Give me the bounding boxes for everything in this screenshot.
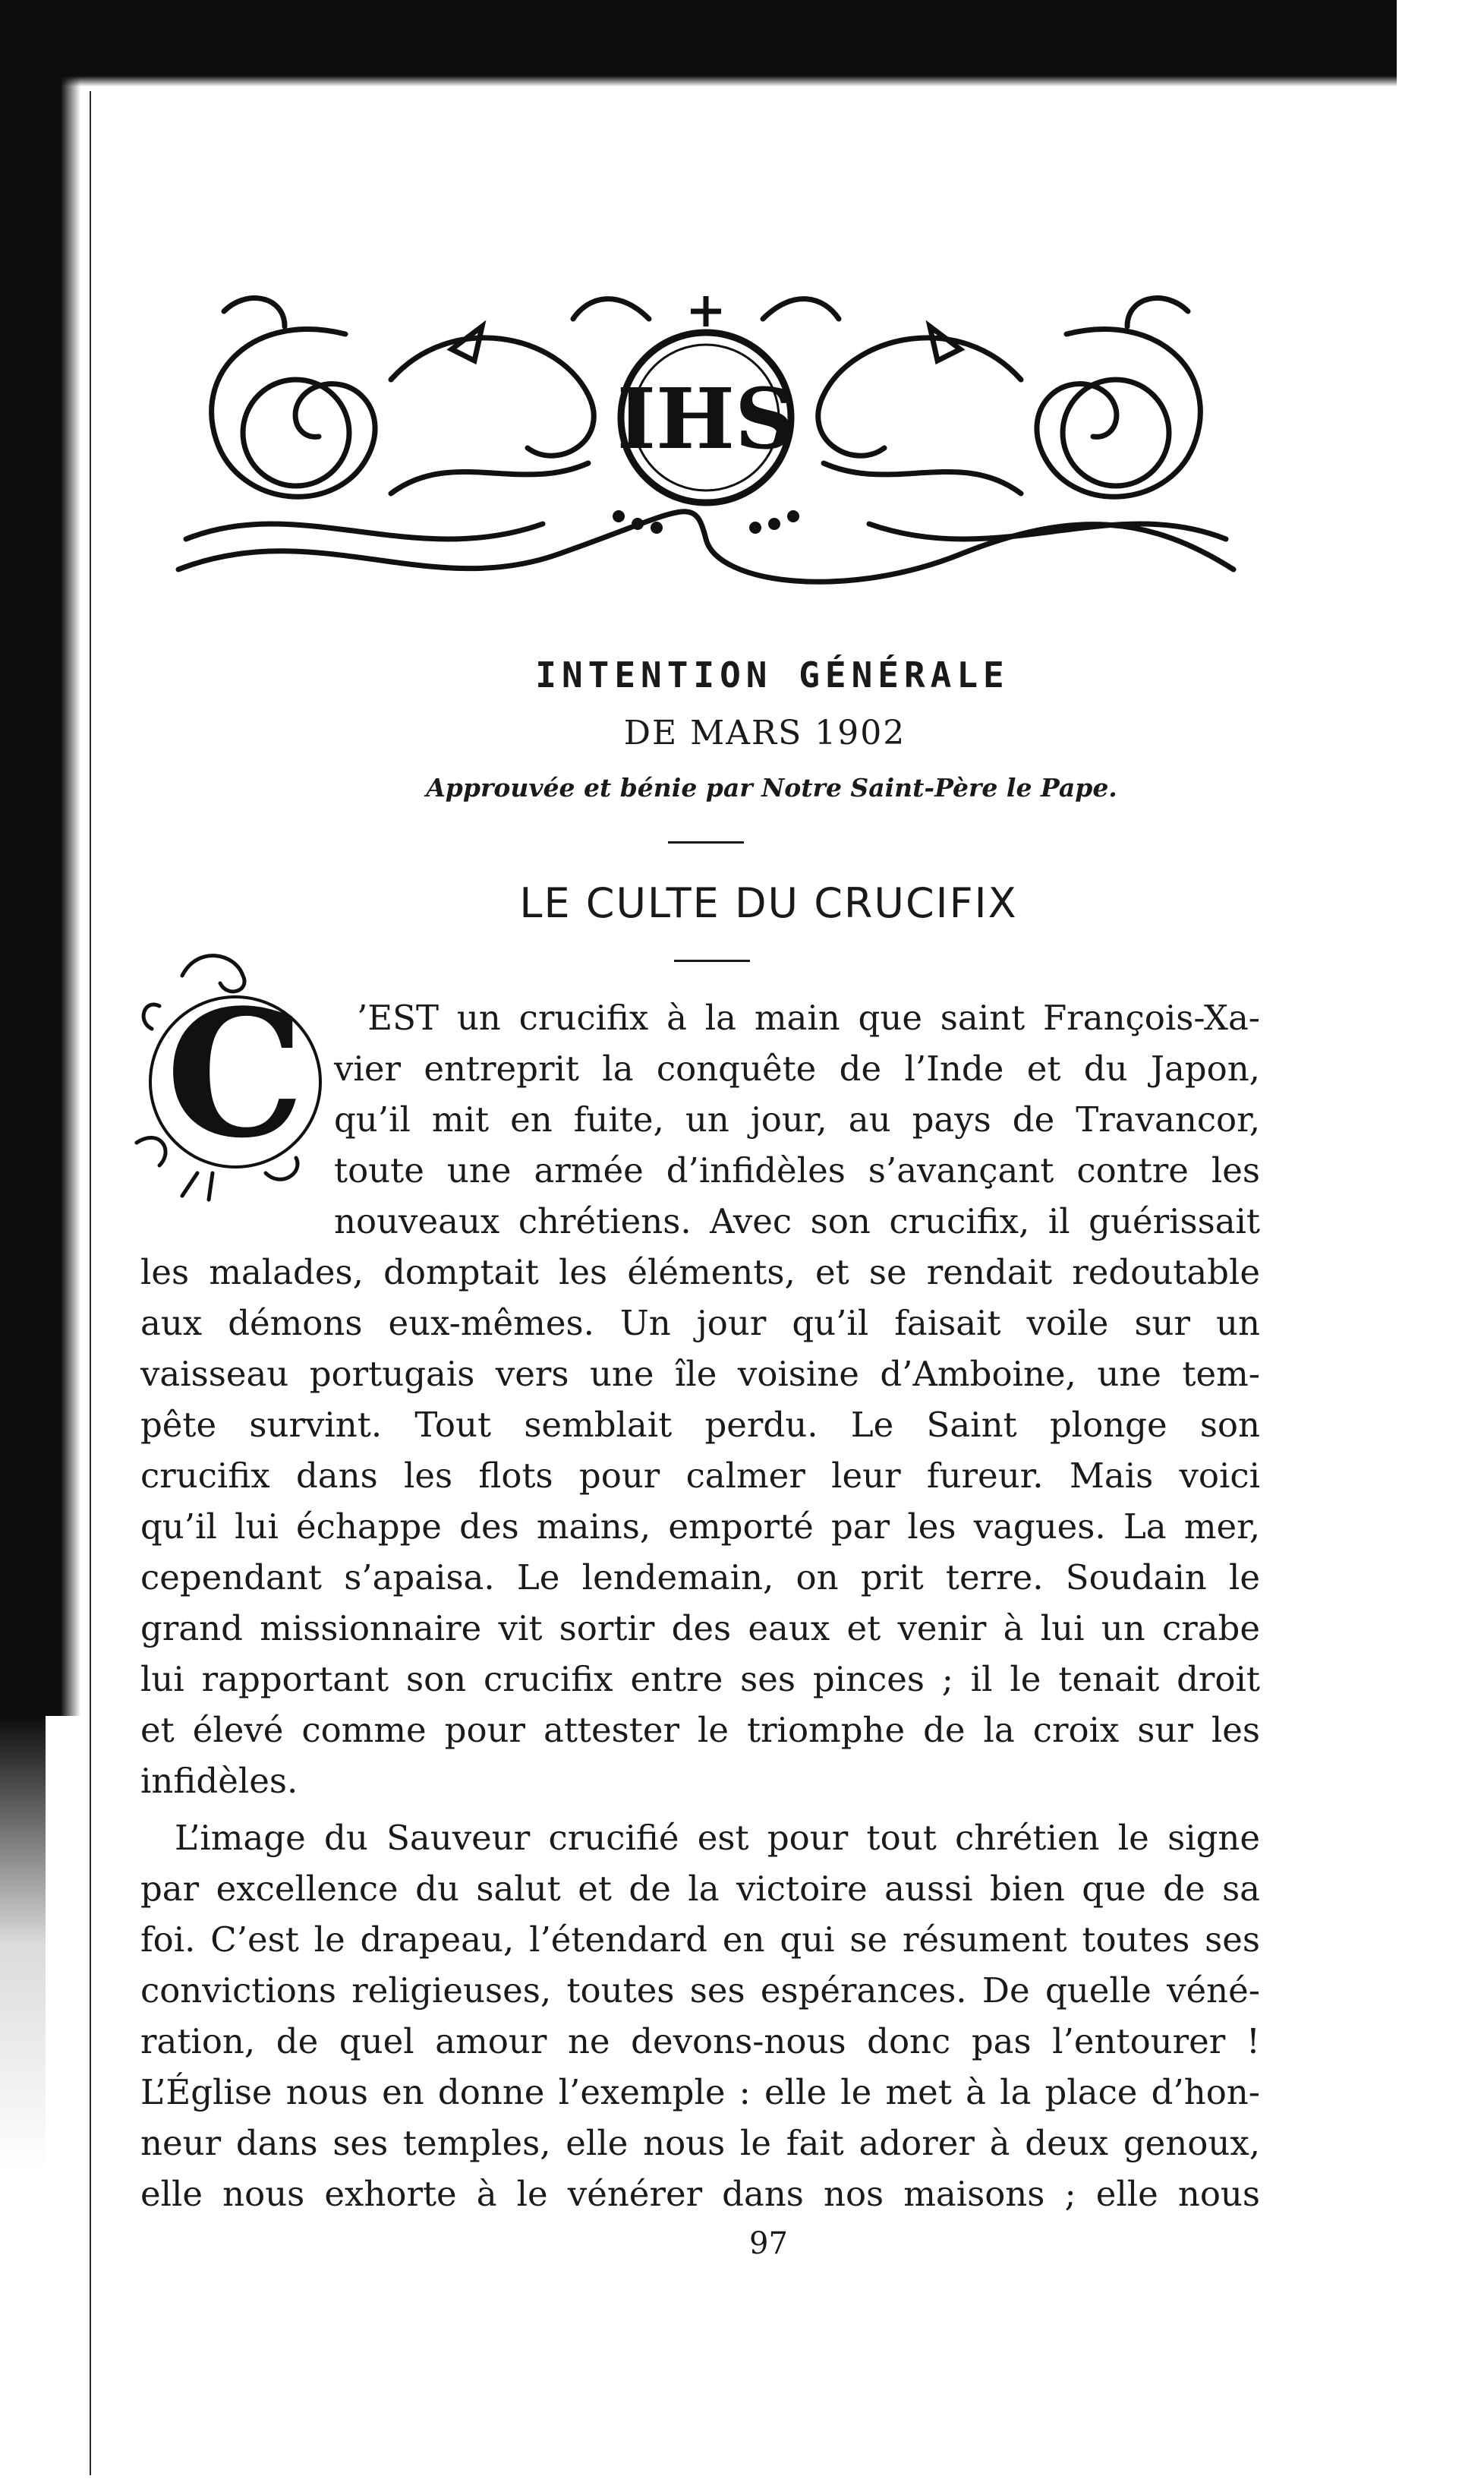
body-line: qu’il mit en fuite, un jour, au pays de Travancor, [334, 1099, 1260, 1140]
body-line: foi. C’est le drapeau, l’étendard en qui se résument toutes ses [140, 1919, 1260, 1960]
body-line: convictions religieuses, toutes ses espérances. De quelle véné- [140, 1970, 1260, 2011]
body-line: nouveaux chrétiens. Avec son crucifix, il guérissait [334, 1201, 1260, 1241]
body-line: toute une armée d’infidèles s’avançant contre les [334, 1150, 1260, 1191]
body-line: vaisseau portugais vers une île voisine d’Amboine, une tem- [140, 1354, 1260, 1394]
body-line: infidèles. [140, 1761, 298, 1801]
scan-left-border [0, 0, 61, 1716]
body-line: ’EST un crucifix à la main que saint François-Xa- [357, 998, 1260, 1038]
body-line: aux démons eux-mêmes. Un jour qu’il faisait voile sur un [140, 1303, 1260, 1343]
body-line: les malades, domptait les éléments, et se rendait redoutable [140, 1252, 1260, 1292]
body-line: cependant s’apaisa. Le lendemain, on prit terre. Soudain le [140, 1557, 1260, 1597]
body-line: L’Église nous en donne l’exemple : elle le met à la place d’hon- [140, 2072, 1260, 2112]
page-number: 97 [749, 2226, 788, 2261]
intention-month: DE MARS 1902 [623, 714, 906, 752]
ihs-monogram: IHS [616, 370, 796, 468]
body-line: vier entreprit la conquête de l’Inde et du Japon, [334, 1049, 1260, 1089]
body-line: par excellence du salut et de la victoire aussi bien que de sa [140, 1869, 1260, 1909]
divider-rule-top [668, 841, 744, 844]
binding-edge-line [90, 91, 91, 2475]
drop-cap-ornament [129, 945, 326, 1211]
scan-left-border-tail [0, 1716, 46, 2479]
body-line: grand missionnaire vit sortir des eaux et venir à lui un crabe [140, 1608, 1260, 1648]
intention-heading: INTENTION GÉNÉRALE [535, 654, 1010, 695]
ihs-ornament-headpiece [163, 266, 1249, 607]
body-line: qu’il lui échappe des mains, emporté par les vagues. La mer, [140, 1506, 1260, 1547]
divider-rule-bottom [674, 960, 750, 962]
body-line: et élevé comme pour attester le triomphe de la croix sur les [140, 1710, 1260, 1750]
body-line: elle nous exhorte à le vénérer dans nos maisons ; elle nous [140, 2174, 1260, 2214]
body-line: neur dans ses temples, elle nous le fait adorer à deux genoux, [140, 2123, 1260, 2163]
approval-note: Approuvée et bénie par Notre Saint-Père le Pape. [426, 773, 1117, 803]
scan-top-border-fade [0, 76, 1397, 87]
body-line: L’image du Sauveur crucifié est pour tout chrétien le signe [175, 1818, 1260, 1858]
body-line: ration, de quel amour ne devons-nous donc pas l’entourer ! [140, 2021, 1260, 2061]
scan-top-border [0, 0, 1397, 76]
body-line: pête survint. Tout semblait perdu. Le Saint plonge son [140, 1405, 1260, 1445]
drop-cap-letter: C [165, 972, 305, 1177]
body-line: crucifix dans les flots pour calmer leur fureur. Mais voici [140, 1456, 1260, 1496]
body-line: lui rapportant son crucifix entre ses pinces ; il le tenait droit [140, 1659, 1260, 1699]
article-title: LE CULTE DU CRUCIFIX [519, 879, 1018, 927]
